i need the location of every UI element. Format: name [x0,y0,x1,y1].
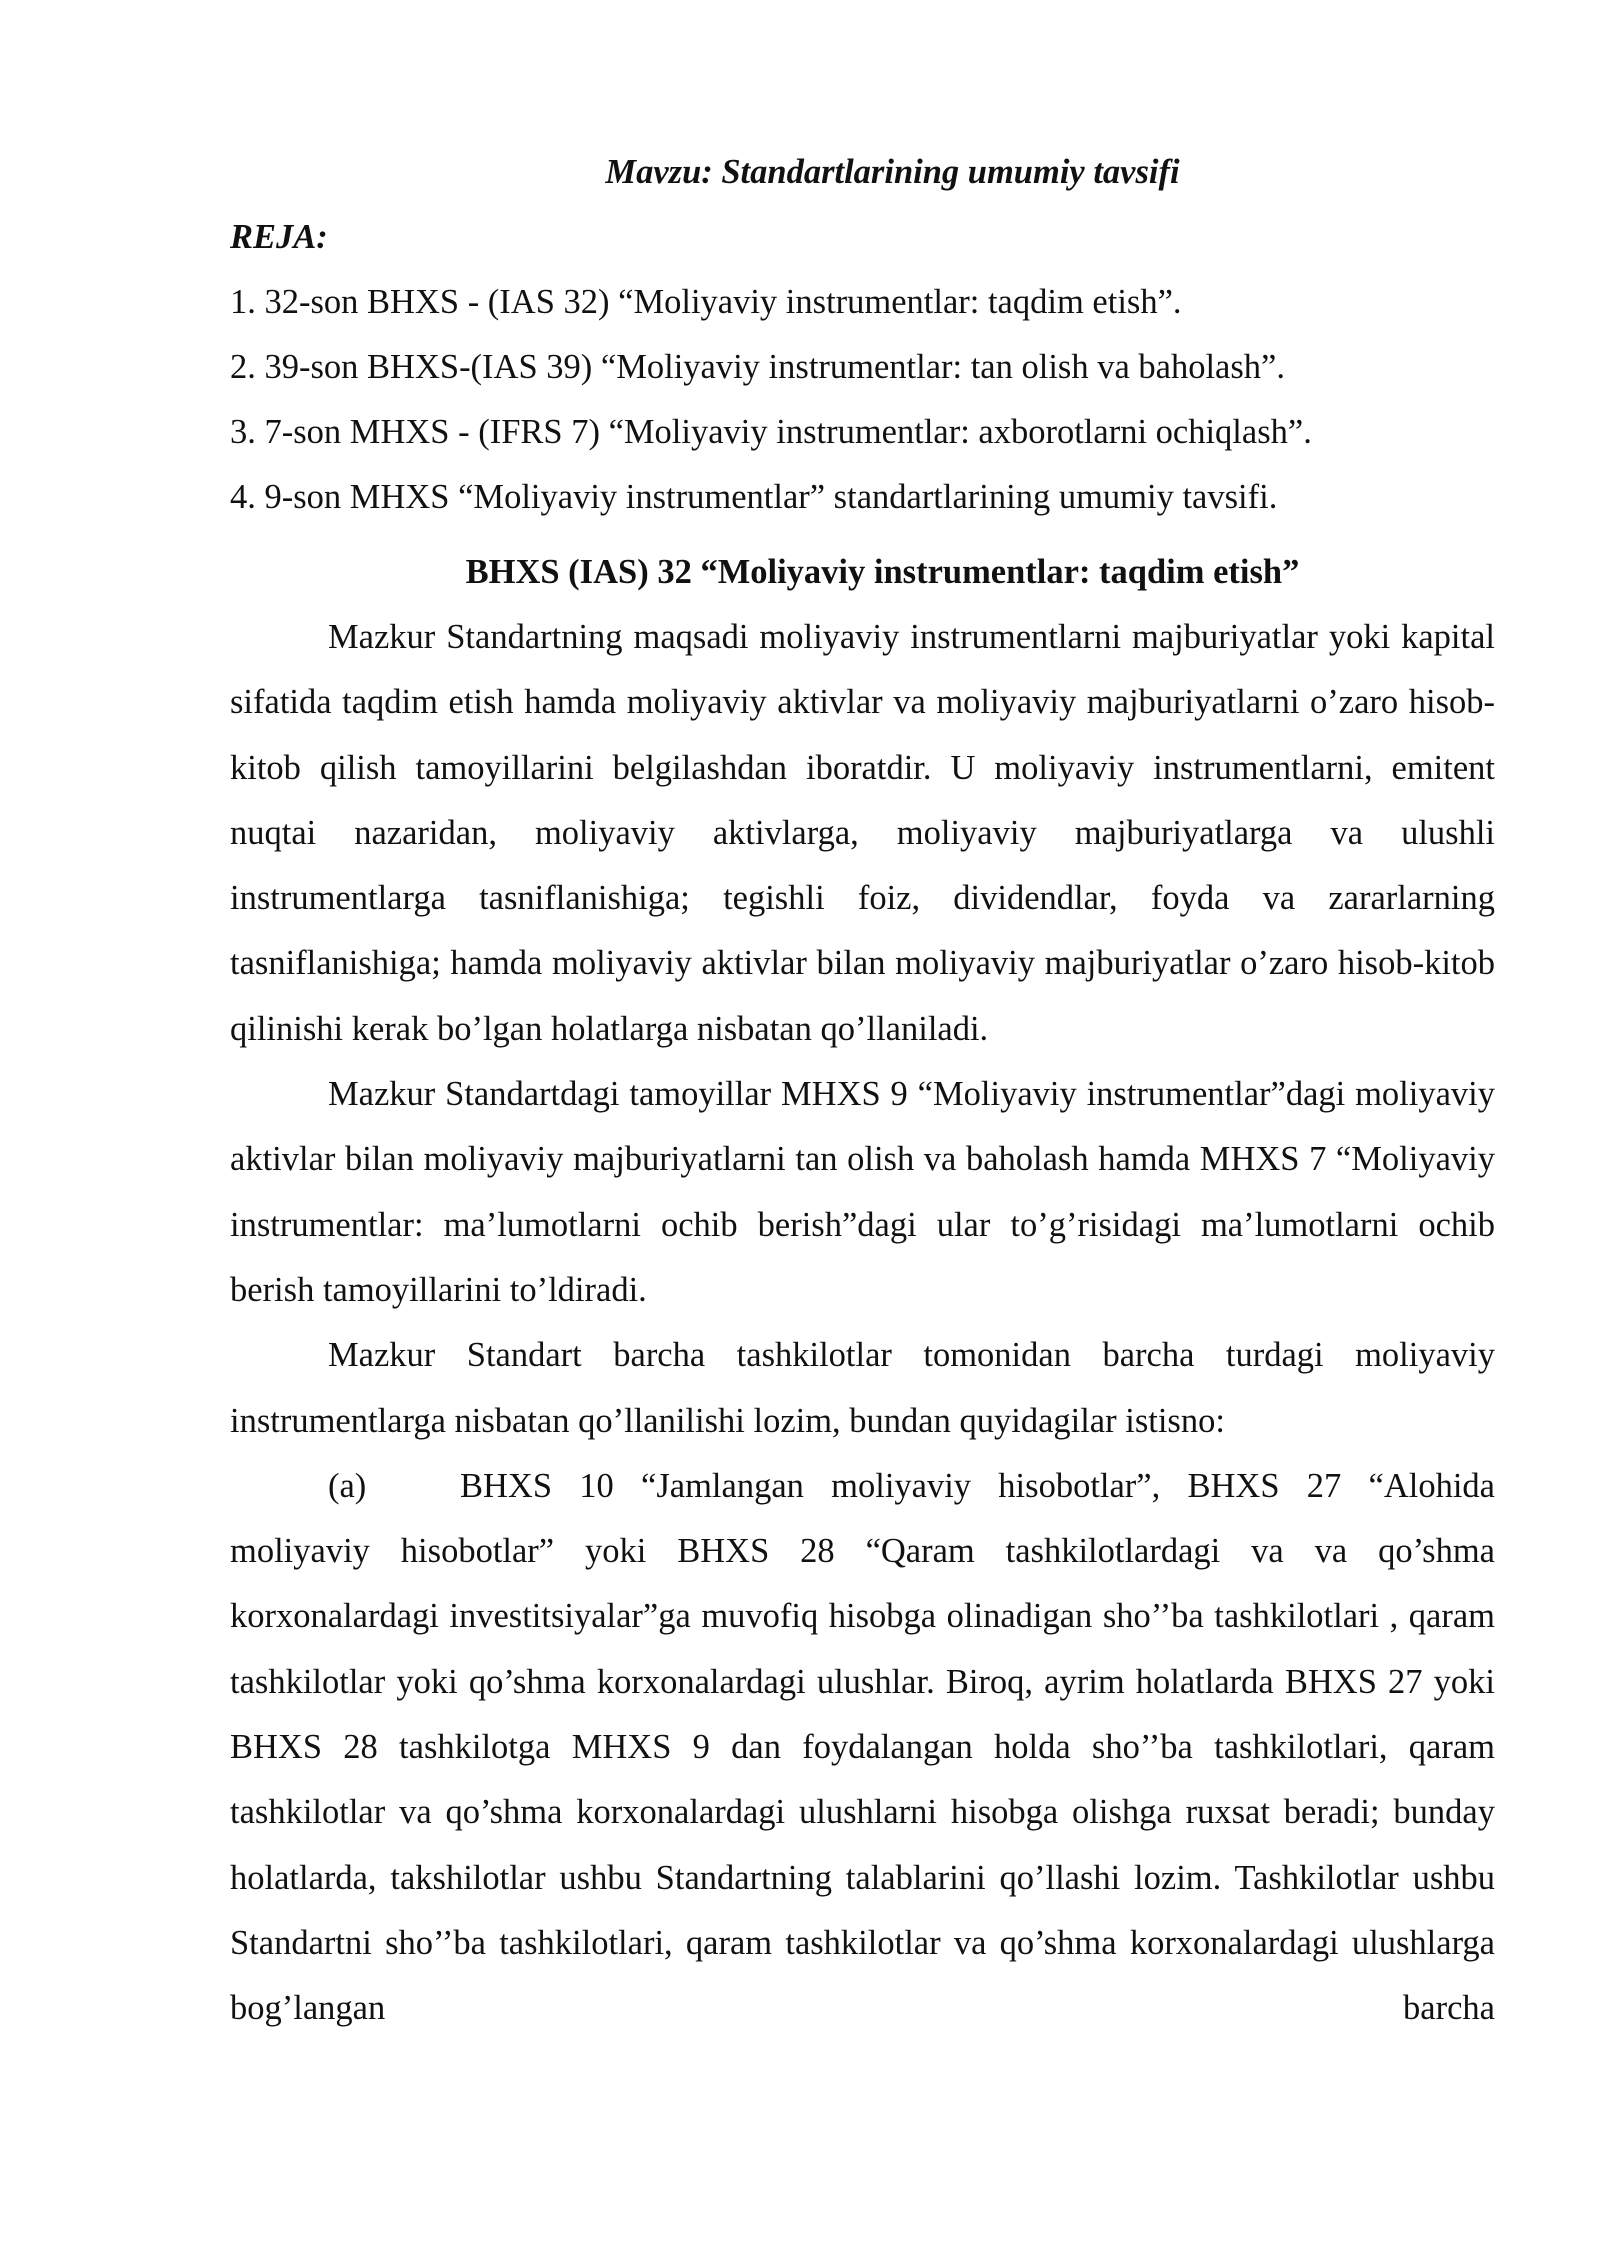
plan-heading: REJA: [230,218,328,256]
section-heading: BHXS (IAS) 32 “Moliyaviy instrumentlar: taqdim etish” [465,553,1300,591]
plan-item: 4. 9-son MHXS “Moliyaviy instrumentlar” standartlarining umumiy tavsifi. [230,478,1278,516]
plan-item: 1. 32-son BHXS - (IAS 32) “Moliyaviy instrumentlar: taqdim etish”. [230,283,1182,321]
document-page [230,140,1495,2042]
plan-item: 2. 39-son BHXS-(IAS 39) “Moliyaviy instrumentlar: tan olish va baholash”. [230,348,1285,386]
plan-list [230,270,1495,530]
list-item-marker: (a) [328,1466,367,1505]
body-paragraph: Mazkur Standartning maqsadi moliyaviy instrumentlarni majburiyatlar yoki kapital sifatida taqdim etish hamda moliyaviy aktivlar va moliyaviy majburiyatlarni o’zaro hisob-kitob qilish tamoyillarini belgilashdan iboratdir. U moliyaviy instrumentlarni, emitent nuqtai nazaridan, moliyaviy aktivlarga, moliyaviy majburiyatlarga va ulushli instrumentlarga tasniflanishiga; tegishli foiz, dividendlar, foyda va zararlarning tasniflanishiga; hamda moliyaviy aktivlar bilan moliyaviy majburiyatlar o’zaro hisob-kitob qilinishi kerak bo’lgan holatlarga nisbatan qo’llaniladi. [230,618,1495,1048]
plan-item: 3. 7-son MHXS - (IFRS 7) “Moliyaviy instrumentlar: axborotlarni ochiqlash”. [230,413,1312,451]
body-paragraph: Mazkur Standartdagi tamoyillar MHXS 9 “Moliyaviy instrumentlar”dagi moliyaviy aktivlar bilan moliyaviy majburiyatlarni tan olish va baholash hamda MHXS 7 “Moliyaviy instrumentlar: ma’lumotlarni ochib berish”dagi ular to’g’risidagi ma’lumotlarni ochib berish tamoyillarini to’ldiradi. [230,1075,1495,1309]
document-title: Mavzu: Standartlarining umumiy tavsifi [605,153,1180,191]
body-paragraph: Mazkur Standart barcha tashkilotlar tomonidan barcha turdagi moliyaviy instrumentlarga nisbatan qo’llanilishi lozim, bundan quyidagilar istisno: [230,1336,1495,1440]
list-item-text: BHXS 10 “Jamlangan moliyaviy hisobotlar”, BHXS 27 “Alohida moliyaviy hisobotlar” yoki BHXS 28 “Qaram tashkilotlardagi va va qo’shma korxonalardagi investitsiyalar”ga muvofiq hisobga olinadigan sho’’ba tashkilotlari , qaram tashkilotlar yoki qo’shma korxonalardagi ulushlar. Biroq, ayrim holatlarda BHXS 27 yoki BHXS 28 tashkilotga MHXS 9 dan foydalangan holda sho’’ba tashkilotlari, qaram tashkilotlar va qo’shma korxonalardagi ulushlarni hisobga olishga ruxsat beradi; bunday holatlarda, takshilotlar ushbu Standartning talablarini qo’llashi lozim. Tashkilotlar ushbu Standartni sho’’ba tashkilotlari, qaram tashkilotlar va qo’shma korxonalardagi ulushlarga bog’langan barcha [230,1466,1495,2028]
list-item-a [230,1454,1495,2042]
